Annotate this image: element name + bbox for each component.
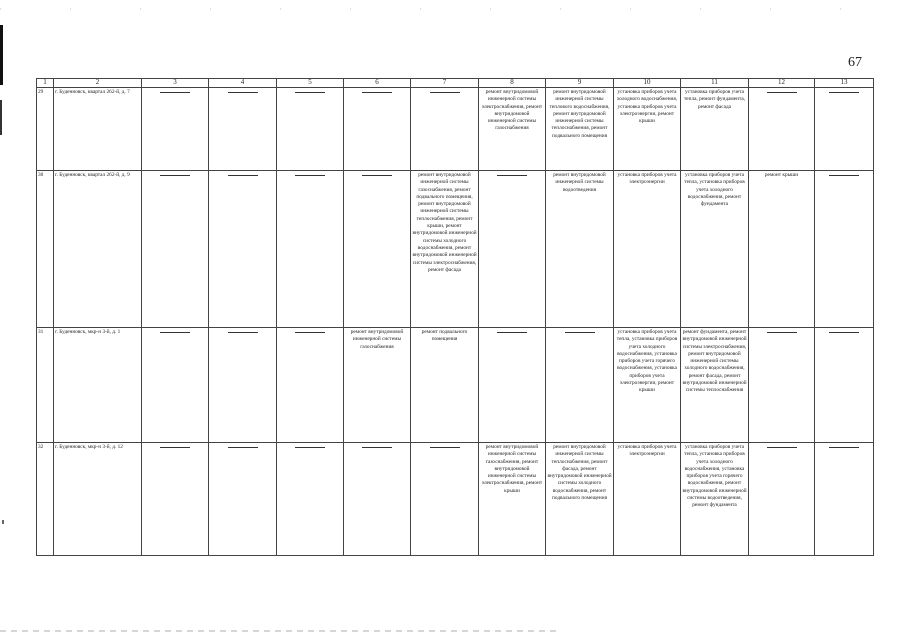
table-row (37, 171, 874, 328)
column-header: 12 (749, 79, 815, 88)
work-cell: ремонт внутридомовой инженерной системы электроснабжения, ремонт внутридомовой инженерной системы газоснабжения (479, 88, 546, 171)
row-number: 29 (37, 88, 54, 171)
empty-cell-dash (411, 443, 479, 556)
column-header: 5 (277, 79, 344, 88)
address-cell: г. Буденновск, квартал 262-й, д. 7 (54, 88, 142, 171)
row-number: 31 (37, 328, 54, 443)
empty-cell-dash (209, 88, 277, 171)
column-header: 8 (479, 79, 546, 88)
empty-cell-dash (344, 88, 411, 171)
empty-cell-dash (546, 328, 614, 443)
address-cell: г. Буденновск, мкр-н 3-й, д. 1 (54, 328, 142, 443)
work-cell: установка приборов учета электроэнергии (614, 443, 681, 556)
table-row (37, 328, 874, 443)
work-cell: ремонт внутридомовой инженерной системы водоотведения (546, 171, 614, 328)
work-cell: ремонт внутридомовой инженерной системы теплоснабжения, ремонт фасада, ремонт внутридомовой инженерной системы холодного водоснабжения, ремонт подвального помещения (546, 443, 614, 556)
empty-cell-dash (479, 171, 546, 328)
empty-cell-dash (209, 443, 277, 556)
work-cell: ремонт внутридомовой инженерной системы газоснабжения, ремонт внутридомовой инженерной системы электроснабжения, ремонт крыши (479, 443, 546, 556)
empty-cell-dash (344, 171, 411, 328)
empty-cell-dash (142, 88, 209, 171)
empty-cell-dash (411, 88, 479, 171)
column-header: 9 (546, 79, 614, 88)
empty-cell-dash (344, 443, 411, 556)
column-header: 2 (54, 79, 142, 88)
empty-cell-dash (749, 88, 815, 171)
work-cell: установка приборов учета тепла, установка приборов учета холодного водоснабжения, установка приборов учета горячего водоснабжения, ремонт внутридомовой инженерной системы водоотведения, ремонт фундамента (681, 443, 749, 556)
empty-cell-dash (749, 328, 815, 443)
empty-cell-dash (142, 171, 209, 328)
empty-cell-dash (815, 443, 874, 556)
work-cell: установка приборов учета электроэнергии (614, 171, 681, 328)
empty-cell-dash (815, 328, 874, 443)
column-header: 10 (614, 79, 681, 88)
empty-cell-dash (749, 443, 815, 556)
table-row (37, 88, 874, 171)
column-header: 13 (815, 79, 874, 88)
work-cell: установка приборов учета тепла, ремонт фундамента, ремонт фасада (681, 88, 749, 171)
scan-margin-mark (0, 100, 2, 135)
repair-schedule-table (36, 78, 874, 556)
column-header: 6 (344, 79, 411, 88)
empty-cell-dash (815, 88, 874, 171)
address-cell: г. Буденновск, квартал 262-й, д. 9 (54, 171, 142, 328)
empty-cell-dash (277, 88, 344, 171)
work-cell: ремонт внутридомовой инженерной системы теплового водоснабжения, ремонт внутридомовой инженерной системы теплоснабжения, ремонт подвального помещения (546, 88, 614, 171)
scan-margin-mark (2, 520, 4, 524)
page-number: 67 (848, 55, 862, 70)
work-cell: ремонт фундамента, ремонт внутридомовой инженерной системы электроснабжения, ремонт внутридомовой инженерной системы холодного водоснабжения, ремонт фасада, ремонт внутридомовой инженерной системы теплоснабжения (681, 328, 749, 443)
scan-artifact-top (0, 8, 905, 10)
column-header: 7 (411, 79, 479, 88)
empty-cell-dash (277, 328, 344, 443)
address-cell: г. Буденновск, мкр-н 3-й, д. 12 (54, 443, 142, 556)
table-row (37, 443, 874, 556)
empty-cell-dash (815, 171, 874, 328)
empty-cell-dash (142, 328, 209, 443)
empty-cell-dash (209, 171, 277, 328)
empty-cell-dash (479, 328, 546, 443)
column-header: 1 (37, 79, 54, 88)
column-header: 3 (142, 79, 209, 88)
scan-margin-mark (0, 25, 3, 85)
column-number-row (37, 79, 874, 88)
work-cell: ремонт подвального помещения (411, 328, 479, 443)
scan-artifact-bottom (0, 630, 560, 632)
work-cell: ремонт внутридомовой инженерной системы газоснабжения, ремонт подвального помещения, ремонт внутридомовой инженерной системы теплоснабжения, ремонт крыши, ремонт внутридомовой инженерной системы холодного водоснабжения, ремонт внутридомовой инженерной системы электроснабжения, ремонт фасада (411, 171, 479, 328)
work-cell: установка приборов учета тепла, установка приборов учета холодного водоснабжения, установка приборов учета горячего водоснабжения, установка приборов учета электроэнергии, ремонт крыши (614, 328, 681, 443)
row-number: 32 (37, 443, 54, 556)
work-cell: ремонт крыши (749, 171, 815, 328)
empty-cell-dash (209, 328, 277, 443)
empty-cell-dash (277, 171, 344, 328)
column-header: 4 (209, 79, 277, 88)
work-cell: ремонт внутридомовой инженерной системы газоснабжения (344, 328, 411, 443)
empty-cell-dash (277, 443, 344, 556)
empty-cell-dash (142, 443, 209, 556)
column-header: 11 (681, 79, 749, 88)
work-cell: установка приборов учета холодного водоснабжения, установка приборов учета электроэнергии, ремонт крыши (614, 88, 681, 171)
work-cell: установка приборов учета тепла, установка приборов учета холодного водоснабжения, ремонт фундамента (681, 171, 749, 328)
row-number: 30 (37, 171, 54, 328)
